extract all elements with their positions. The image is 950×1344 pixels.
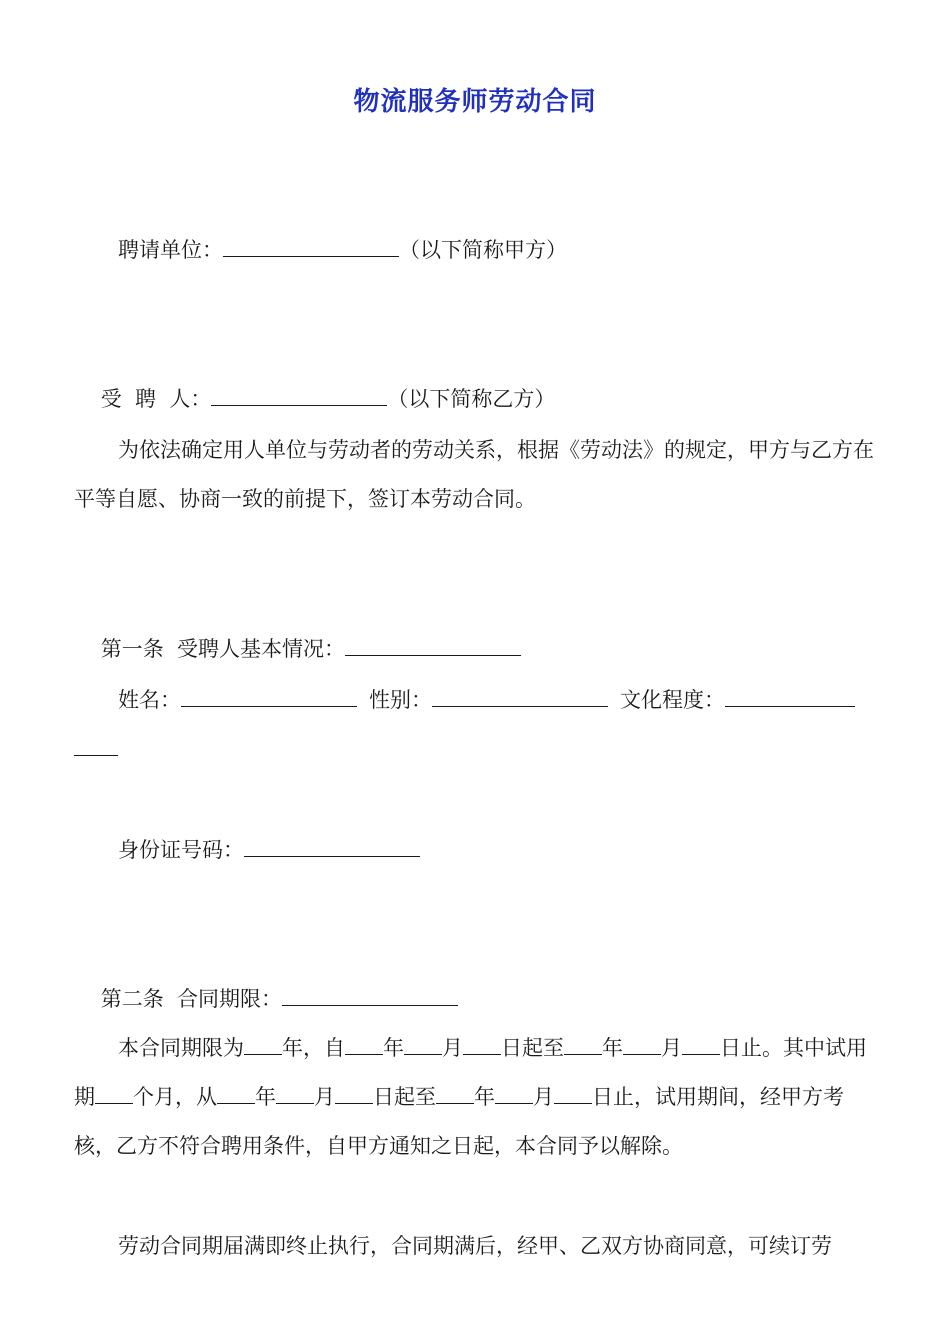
gender-label: 性别： <box>369 688 432 712</box>
probation-end-month-blank[interactable] <box>495 1083 533 1104</box>
term-text: 月 <box>661 1036 682 1060</box>
term-text: 年 <box>255 1085 276 1109</box>
employee-label: 受 聘 人： <box>100 387 212 411</box>
end-month-blank[interactable] <box>623 1034 661 1055</box>
name-blank[interactable] <box>181 686 357 707</box>
probation-months-blank[interactable] <box>95 1083 133 1104</box>
term-years-blank[interactable] <box>244 1034 282 1055</box>
article1-heading: 第一条 受聘人基本情况： <box>100 637 346 661</box>
document-title: 物流服务师劳动合同 <box>353 87 597 117</box>
education-blank-continued <box>74 725 884 774</box>
start-year-blank[interactable] <box>345 1034 383 1055</box>
term-text: 本合同期限为 <box>118 1036 244 1060</box>
term-text: 年 <box>602 1036 623 1060</box>
employer-blank[interactable] <box>223 236 399 257</box>
id-label: 身份证号码： <box>118 838 244 862</box>
id-blank[interactable] <box>244 836 420 857</box>
probation-end-day-blank[interactable] <box>554 1083 592 1104</box>
gender-blank[interactable] <box>432 686 608 707</box>
article2-heading: 第二条 合同期限： <box>100 987 283 1011</box>
employer-label: 聘请单位： <box>118 238 223 262</box>
end-day-blank[interactable] <box>682 1034 720 1055</box>
article1-blank[interactable] <box>345 635 521 656</box>
start-month-blank[interactable] <box>404 1034 442 1055</box>
education-blank-tail[interactable] <box>74 735 118 756</box>
education-blank[interactable] <box>725 686 855 707</box>
start-day-blank[interactable] <box>463 1034 501 1055</box>
article2-blank[interactable] <box>282 985 458 1006</box>
education-label: 文化程度： <box>620 688 725 712</box>
employee-suffix: （以下简称乙方） <box>387 387 556 411</box>
name-label: 姓名： <box>118 688 181 712</box>
term-paragraph <box>74 1024 884 1171</box>
end-year-blank[interactable] <box>564 1034 602 1055</box>
term-text: 月 <box>442 1036 463 1060</box>
probation-end-year-blank[interactable] <box>436 1083 474 1104</box>
basic-info-line <box>74 676 884 725</box>
term-text: 日止。其中试用期 <box>74 1036 867 1109</box>
probation-start-month-blank[interactable] <box>276 1083 314 1104</box>
renewal-paragraph: 劳动合同期届满即终止执行，合同期满后，经甲、乙双方协商同意，可续订劳 <box>118 1234 832 1258</box>
employer-suffix: （以下简称甲方） <box>399 238 567 262</box>
term-text: 年，自 <box>282 1036 345 1060</box>
term-text: 日止，试用期间，经甲方考核，乙方不符合聘用条件，自甲方通知之日起，本合同予以解除。 <box>74 1085 844 1158</box>
term-text: 日起至 <box>373 1085 436 1109</box>
id-line <box>74 826 884 875</box>
employer-line <box>74 226 884 275</box>
term-text: 月 <box>533 1085 554 1109</box>
employee-blank[interactable] <box>211 385 387 406</box>
probation-start-day-blank[interactable] <box>335 1083 373 1104</box>
probation-start-year-blank[interactable] <box>217 1083 255 1104</box>
term-text: 日起至 <box>501 1036 564 1060</box>
term-text: 年 <box>383 1036 404 1060</box>
term-text: 年 <box>474 1085 495 1109</box>
term-text: 个月，从 <box>133 1085 217 1109</box>
term-text: 月 <box>314 1085 335 1109</box>
intro-paragraph: 为依法确定用人单位与劳动者的劳动关系，根据《劳动法》的规定，甲方与乙方在平等自愿、协商一致的前提下，签订本劳动合同。 <box>74 438 874 511</box>
